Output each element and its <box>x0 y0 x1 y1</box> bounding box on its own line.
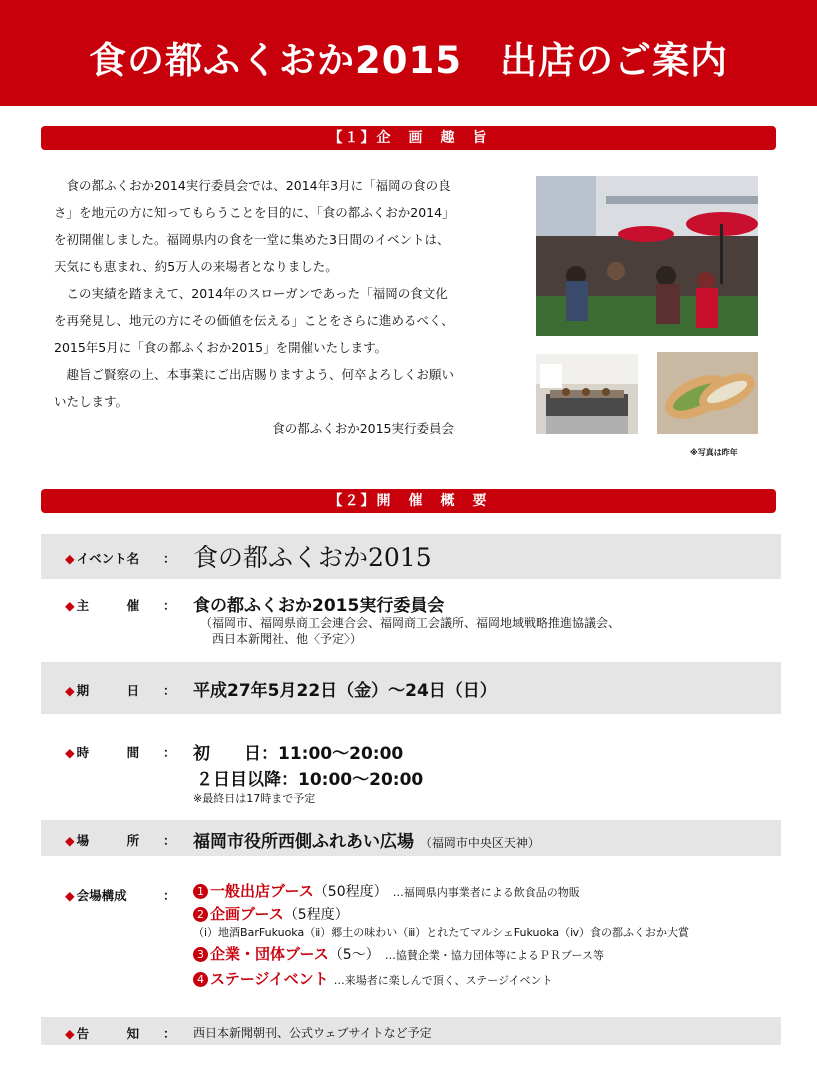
diamond-icon: ◆ <box>65 1026 75 1041</box>
photo-note: ※写真は昨年 <box>690 448 738 457</box>
composition-item-3: 3 企業・団体ブース（5～） …協賛企業・協力団体等によるＰＲブース等 <box>193 943 604 964</box>
hours-note: ※最終日は17時まで予定 <box>193 792 316 805</box>
page-title: 食の都ふくおか2015 出店のご案内 <box>89 39 728 82</box>
intro-paragraph-1: 食の都ふくおか2014実行委員会では、2014年3月に「福岡の食の良さ」を地元の方に知ってもらうことを目的に、「食の都ふくおか2014」を初開催しました。福岡県内の食を一堂に集めた3日間のイベントは、天気にも恵まれ、約5万人の来場者となりました。 <box>54 178 451 274</box>
sandwich-photo <box>657 352 758 434</box>
hours-line-1: 初 日：11:00～20:00 <box>193 744 404 764</box>
hours-label: ◆ 時 間 <box>65 745 140 760</box>
notice-label: ◆ 告 知 <box>65 1026 140 1041</box>
section-1-bar: 【１】企 画 趣 旨 <box>41 126 776 150</box>
composition-sub-items: （ⅰ）地酒BarFukuoka（ⅱ）郷土の味わい（ⅲ）とれたてマルシェFukuoka（ⅳ）食の都ふくおか大賞 <box>193 926 690 939</box>
organizer-members-1: （福岡市、福岡県商工会連合会、福岡商工会議所、福岡地域戦略推進協議会、 <box>200 616 621 630</box>
number-4-icon: 4 <box>193 972 208 987</box>
venue-sub: （福岡市中央区天神） <box>419 836 540 850</box>
composition-item-4: 4 ステージイベント …来場者に楽しんで頂く、ステージイベント <box>193 968 553 989</box>
diamond-icon: ◆ <box>65 598 75 613</box>
intro-paragraph-2: この実績を踏まえて、2014年のスローガンであった「福岡の食文化を再発見し、地元の方にその価値を伝える」ことをさらに進めるべく、2015年5月に「食の都ふくおか2015」を開催いたします。 <box>54 286 454 355</box>
notice-value: 西日本新聞朝刊、公式ウェブサイトなど予定 <box>193 1026 432 1040</box>
event-name-colon: ： <box>163 551 176 566</box>
diamond-icon: ◆ <box>65 745 75 760</box>
diamond-icon: ◆ <box>65 888 75 903</box>
dates-label: ◆ 期 日 <box>65 683 140 698</box>
venue-label: ◆ 場 所 <box>65 833 140 848</box>
number-2-icon: 2 <box>193 907 208 922</box>
organizer-value: 食の都ふくおか2015実行委員会 <box>193 596 445 616</box>
organizer-colon: ： <box>163 598 176 613</box>
grill-photo <box>536 354 638 434</box>
notice-colon: ： <box>163 1026 176 1041</box>
number-1-icon: 1 <box>193 884 208 899</box>
dates-value: 平成27年5月22日（金）～24日（日） <box>193 681 497 701</box>
venue-value: 福岡市役所西側ふれあい広場 （福岡市中央区天神） <box>193 832 540 852</box>
section-2-bar: 【２】開 催 概 要 <box>41 489 776 513</box>
diamond-icon: ◆ <box>65 833 75 848</box>
venue-colon: ： <box>163 833 176 848</box>
event-name-label: ◆ イベント名 <box>65 551 140 566</box>
number-3-icon: 3 <box>193 947 208 962</box>
diamond-icon: ◆ <box>65 683 75 698</box>
composition-colon: ： <box>163 888 176 903</box>
intro-paragraph-3: 趣旨ご賢察の上、本事業にご出店賜りますよう、何卒よろしくお願いいたします。 <box>54 367 455 409</box>
diamond-icon: ◆ <box>65 551 75 566</box>
organizer-label: ◆ 主 催 <box>65 598 140 613</box>
organizer-members-2: 西日本新聞社、他〈予定〉） <box>212 632 363 646</box>
event-crowd-photo <box>536 176 758 336</box>
composition-label: ◆ 会場構成 <box>65 888 127 903</box>
hours-line-2: ２日目以降：10:00～20:00 <box>196 770 424 790</box>
composition-item-2: 2 企画ブース（5程度） <box>193 903 349 924</box>
intro-text <box>54 172 454 442</box>
event-name-value: 食の都ふくおか2015 <box>193 543 432 572</box>
intro-signature: 食の都ふくおか2015実行委員会 <box>272 421 454 436</box>
hours-colon: ： <box>163 745 176 760</box>
dates-colon: ： <box>163 683 176 698</box>
composition-item-1: 1 一般出店ブース（50程度） …福岡県内事業者による飲食品の物販 <box>193 880 580 901</box>
